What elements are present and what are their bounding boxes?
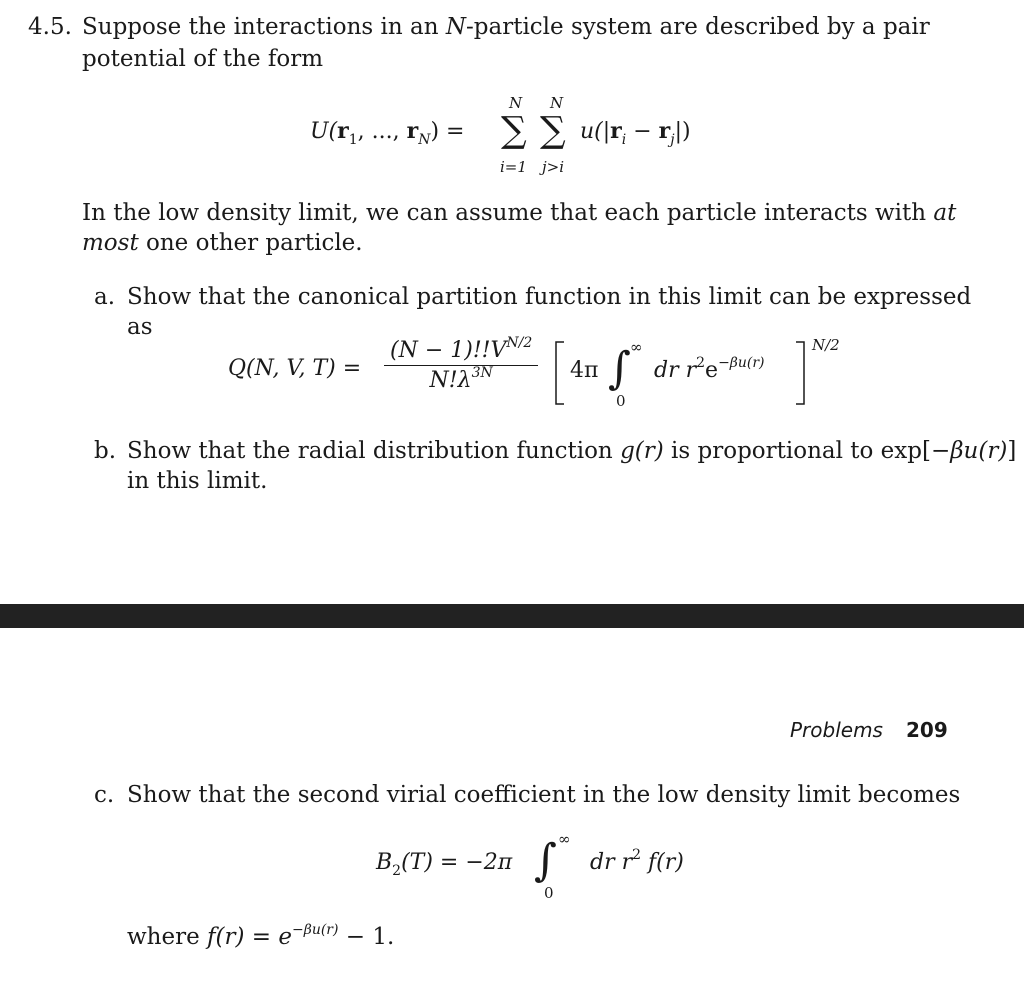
eq-c-lhs-rest: (T) = −2π	[401, 850, 513, 875]
eq-c-int-upper: ∞	[558, 830, 571, 848]
sum2-upper: N	[550, 94, 564, 112]
eq-a-exp-sup: −βu(r)	[718, 355, 765, 371]
eq-a-den-text: N!λ	[429, 368, 472, 393]
part-a-label: a.	[94, 284, 116, 310]
eq-a-numerator	[384, 335, 538, 366]
eq1-close: ) =	[430, 119, 465, 144]
eq1-r1-sub: 1	[348, 132, 358, 148]
part-b-label: b.	[94, 438, 117, 464]
part-b-g: g(r)	[620, 438, 664, 464]
part-c-label: c.	[94, 782, 115, 808]
eq1-ri-sub: i	[621, 132, 627, 148]
problem-number: 4.5.	[28, 14, 72, 40]
eq-a-lhs: Q(N, V, T) =	[228, 356, 362, 381]
eq1-rN: r	[406, 118, 419, 144]
eq-a-fraction	[384, 335, 538, 393]
sum1-upper: N	[509, 94, 523, 112]
eq-a-integral-sign: ∫	[608, 343, 631, 394]
eq1-summand-close: |)	[674, 119, 691, 144]
low-density-line-2	[82, 228, 363, 259]
eq1-dots: , ...,	[357, 119, 407, 144]
part-c-line-1: Show that the second virial coefficient in the low density limit becomes	[127, 782, 961, 808]
eq-a-int-lower: 0	[616, 392, 626, 410]
sum2-sigma: ∑	[540, 110, 566, 151]
eq-a-int-upper: ∞	[630, 338, 643, 356]
page-divider	[0, 604, 1024, 628]
part-b-line-1	[127, 436, 1016, 467]
where-f: f(r) = e	[207, 924, 292, 950]
part-c-where	[127, 922, 394, 956]
part-a-line-1: Show that the canonical partition function in this limit can be expressed	[127, 284, 972, 310]
eq1-u: u(|	[580, 119, 611, 144]
low-density-most: most	[82, 230, 139, 256]
intro-line-1	[82, 12, 930, 43]
eq-c-int-lower: 0	[544, 884, 554, 902]
eq1-minus: −	[626, 119, 659, 144]
eq1-r1: r	[337, 118, 349, 144]
where-rest: − 1.	[338, 924, 395, 950]
intro-var-n: N	[445, 14, 466, 40]
low-density-rest: one other particle.	[146, 230, 363, 256]
eq-c-integrand-f: f(r)	[648, 850, 684, 875]
sum1-lower: i=1	[500, 158, 527, 176]
eq-a-integrand	[654, 355, 765, 383]
part-b-beta: βu(r)	[950, 438, 1008, 464]
eq-a-exp-base: e	[705, 358, 719, 383]
sum1-sigma: ∑	[501, 110, 527, 151]
eq1-rj-sub: j	[670, 132, 675, 148]
intro-line-2: potential of the form	[82, 46, 324, 72]
eq-c-integral-sign: ∫	[534, 835, 557, 886]
eq-a-integrand-text: dr r	[654, 358, 697, 383]
eq-a-outer-sup: N/2	[812, 336, 840, 354]
left-bracket	[556, 342, 564, 404]
low-density-at: at	[933, 200, 957, 226]
eq1-rj: r	[658, 118, 671, 144]
sum2-lower: j>i	[542, 158, 565, 176]
where-text: where	[127, 924, 200, 950]
eq-c	[376, 850, 513, 879]
part-b-close: ]	[1007, 438, 1017, 464]
eq-c-b: B	[376, 850, 393, 875]
intro-text: Suppose the interactions in an	[82, 14, 439, 40]
eq-a-denominator	[384, 366, 538, 393]
eq1-ri: r	[610, 118, 622, 144]
eq-a-coeff: 4π	[570, 358, 599, 383]
eq-c-integrand-text: dr r	[590, 850, 633, 875]
eq-c-integrand	[590, 847, 684, 875]
eq-a-integrand-sup: 2	[696, 355, 706, 371]
where-sup: −βu(r)	[292, 922, 339, 938]
intro-text-rest: -particle system are described by a pair	[466, 14, 930, 40]
eq1-rN-sub: N	[418, 132, 431, 148]
low-density-text: In the low density limit, we can assume that each particle interacts with	[82, 200, 927, 226]
part-b-exp: is proportional to exp[−	[671, 438, 951, 464]
eq-a-num-sup: N/2	[506, 335, 533, 351]
low-density-line-1	[82, 198, 956, 229]
eq-a-num-text: (N − 1)!!V	[390, 338, 507, 363]
eq1-summand	[580, 118, 691, 148]
eq-c-integrand-sup: 2	[632, 847, 642, 863]
part-a-line-2: as	[127, 314, 153, 340]
part-b-text: Show that the radial distribution function	[127, 438, 613, 464]
eq1-lhs: U(	[310, 119, 338, 144]
page-number: 209	[906, 718, 948, 742]
eq-a-den-sup: 3N	[471, 365, 493, 381]
eq-c-b-sub: 2	[392, 863, 402, 879]
right-bracket	[796, 342, 804, 404]
equation-potential	[310, 118, 465, 148]
running-header-label: Problems	[790, 718, 883, 742]
part-b-line-2: in this limit.	[127, 468, 268, 494]
